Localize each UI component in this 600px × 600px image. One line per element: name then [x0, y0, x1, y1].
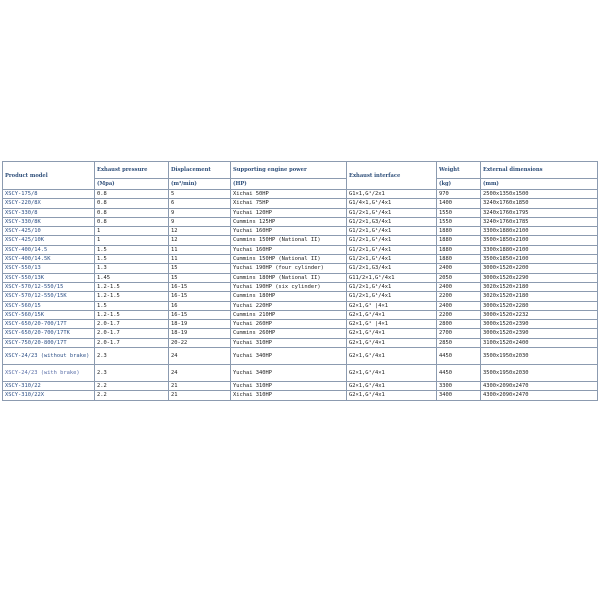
- cell-displacement: 20-22: [169, 338, 231, 347]
- cell-exhaust-pressure: 1.5: [95, 255, 169, 264]
- cell-product-model: XSCY-220/8X: [3, 199, 95, 208]
- cell-product-model: XSCY-400/14.5K: [3, 255, 95, 264]
- unit-engine-power: (HP): [231, 179, 347, 190]
- table-row: [3, 282, 598, 291]
- cell-weight: 4450: [437, 348, 481, 365]
- cell-exhaust-interface: G1/2×1,G¹/4x1: [347, 236, 437, 245]
- table-row: [3, 320, 598, 329]
- table-row: [3, 365, 598, 382]
- table-row: [3, 338, 598, 347]
- cell-weight: 1550: [437, 217, 481, 226]
- header-exhaust-interface: Exhaust interface: [347, 162, 437, 190]
- cell-external-dimensions: 3100x1520×2400: [481, 338, 598, 347]
- cell-exhaust-interface: G2×1,G¹/4×1: [347, 365, 437, 382]
- cell-exhaust-pressure: 1.45: [95, 273, 169, 282]
- cell-product-model: XSCY-650/20-700/17TK: [3, 329, 95, 338]
- cell-engine-power: Cummins 125HP: [231, 217, 347, 226]
- cell-engine-power: Yuchai 310HP: [231, 338, 347, 347]
- table-row: [3, 245, 598, 254]
- cell-weight: 1880: [437, 255, 481, 264]
- table-row: [3, 190, 598, 199]
- table-row: [3, 255, 598, 264]
- cell-engine-power: Cummins 150HP (National II): [231, 236, 347, 245]
- cell-exhaust-interface: G1/2×1,G¹/4x1: [347, 292, 437, 301]
- cell-exhaust-interface: G2×1,G¹/4×1: [347, 310, 437, 319]
- cell-displacement: 11: [169, 245, 231, 254]
- cell-weight: 2400: [437, 264, 481, 273]
- cell-exhaust-pressure: 2.3: [95, 365, 169, 382]
- table-row: [3, 292, 598, 301]
- cell-product-model: XSCY-330/8: [3, 208, 95, 217]
- table-row: [3, 348, 598, 365]
- cell-engine-power: Yuchai 260HP: [231, 320, 347, 329]
- cell-exhaust-interface: G2×1,G¹/4×1: [347, 329, 437, 338]
- cell-external-dimensions: 3020x1520×2180: [481, 282, 598, 291]
- cell-exhaust-pressure: 0.8: [95, 208, 169, 217]
- cell-displacement: 21: [169, 382, 231, 391]
- cell-weight: 3400: [437, 391, 481, 400]
- cell-external-dimensions: 3500×1850x2100: [481, 236, 598, 245]
- cell-exhaust-interface: G11/2×1,G¹/4x1: [347, 273, 437, 282]
- cell-engine-power: Yuchai 120HP: [231, 208, 347, 217]
- cell-exhaust-pressure: 1.5: [95, 301, 169, 310]
- cell-weight: 2050: [437, 273, 481, 282]
- cell-weight: 1880: [437, 227, 481, 236]
- cell-external-dimensions: 3500x1850×2100: [481, 255, 598, 264]
- cell-exhaust-pressure: 1.2-1.5: [95, 282, 169, 291]
- cell-engine-power: Yuchai 190HP (six cylinder): [231, 282, 347, 291]
- cell-displacement: 16: [169, 301, 231, 310]
- cell-displacement: 12: [169, 236, 231, 245]
- cell-displacement: 9: [169, 208, 231, 217]
- cell-exhaust-pressure: 1.5: [95, 245, 169, 254]
- cell-product-model: XSCY-750/20-800/17T: [3, 338, 95, 347]
- cell-weight: 2200: [437, 310, 481, 319]
- cell-exhaust-pressure: 1: [95, 227, 169, 236]
- cell-exhaust-interface: G1/2×1,G3/4x1: [347, 264, 437, 273]
- cell-product-model: XSCY-650/20-700/17T: [3, 320, 95, 329]
- header-external-dimensions: External dimensions: [481, 162, 598, 179]
- cell-displacement: 9: [169, 217, 231, 226]
- table-row: [3, 236, 598, 245]
- cell-external-dimensions: 3000x1520×2280: [481, 301, 598, 310]
- table-row: [3, 199, 598, 208]
- cell-exhaust-interface: G1/2×1,G¹/4x1: [347, 208, 437, 217]
- cell-product-model: XSCY-310/22: [3, 382, 95, 391]
- cell-exhaust-pressure: 2.2: [95, 382, 169, 391]
- cell-product-model: XSCY-560/15: [3, 301, 95, 310]
- cell-external-dimensions: 3240×1760x1785: [481, 217, 598, 226]
- cell-weight: 1880: [437, 236, 481, 245]
- cell-displacement: 24: [169, 348, 231, 365]
- header-weight: Weight: [437, 162, 481, 179]
- table-row: [3, 301, 598, 310]
- cell-product-model: XSCY-425/10K: [3, 236, 95, 245]
- cell-exhaust-interface: G1/2×1,G¹/4x1: [347, 255, 437, 264]
- cell-engine-power: Yuchai 190HP (four cylinder): [231, 264, 347, 273]
- cell-exhaust-pressure: 2.3: [95, 348, 169, 365]
- cell-product-model: XSCY-400/14.5: [3, 245, 95, 254]
- cell-external-dimensions: 3000x1520×2390: [481, 329, 598, 338]
- cell-displacement: 16-15: [169, 282, 231, 291]
- unit-external-dimensions: (mm): [481, 179, 598, 190]
- cell-external-dimensions: 3000x1520×2390: [481, 320, 598, 329]
- cell-external-dimensions: 3300x1880×2100: [481, 245, 598, 254]
- table-row: [3, 382, 598, 391]
- header-engine-power: Supporting engine power: [231, 162, 347, 179]
- cell-engine-power: Yuchai 220HP: [231, 301, 347, 310]
- cell-exhaust-pressure: 2.0-1.7: [95, 338, 169, 347]
- cell-external-dimensions: 3240x1760x1850: [481, 199, 598, 208]
- cell-product-model: XSCY-24/23 (without brake): [3, 348, 95, 365]
- cell-weight: 2400: [437, 301, 481, 310]
- table-header-row: [3, 162, 598, 179]
- cell-displacement: 15: [169, 273, 231, 282]
- cell-displacement: 12: [169, 227, 231, 236]
- cell-weight: 970: [437, 190, 481, 199]
- table-body: [3, 190, 598, 401]
- cell-external-dimensions: 3000×1520×2200: [481, 264, 598, 273]
- cell-product-model: XSCY-24/23 (with brake): [3, 365, 95, 382]
- cell-engine-power: Cummins 210HP: [231, 310, 347, 319]
- cell-product-model: XSCY-570/12-550/15: [3, 282, 95, 291]
- cell-product-model: XSCY-550/13K: [3, 273, 95, 282]
- cell-engine-power: Xichai 310HP: [231, 391, 347, 400]
- unit-exhaust-pressure: (Mpa): [95, 179, 169, 190]
- cell-product-model: XSCY-550/13: [3, 264, 95, 273]
- cell-external-dimensions: 3000×1520×2232: [481, 310, 598, 319]
- header-exhaust-pressure: Exhaust pressure: [95, 162, 169, 179]
- cell-displacement: 6: [169, 199, 231, 208]
- cell-exhaust-pressure: 2.0-1.7: [95, 320, 169, 329]
- cell-exhaust-interface: G1/2×1,G3/4x1: [347, 217, 437, 226]
- cell-displacement: 15: [169, 264, 231, 273]
- cell-displacement: 21: [169, 391, 231, 400]
- cell-exhaust-pressure: 1: [95, 236, 169, 245]
- table-row: [3, 310, 598, 319]
- cell-exhaust-interface: G1/4×1,G¹/4x1: [347, 199, 437, 208]
- unit-displacement: (m³/min): [169, 179, 231, 190]
- cell-product-model: XSCY-175/8: [3, 190, 95, 199]
- cell-displacement: 11: [169, 255, 231, 264]
- cell-weight: 2200: [437, 292, 481, 301]
- product-spec-table: [2, 161, 598, 401]
- cell-weight: 1400: [437, 199, 481, 208]
- cell-product-model: XSCY-570/12-550/15K: [3, 292, 95, 301]
- cell-external-dimensions: 3240x1760x1795: [481, 208, 598, 217]
- cell-external-dimensions: 2500x1350x1500: [481, 190, 598, 199]
- cell-exhaust-pressure: 0.8: [95, 190, 169, 199]
- cell-engine-power: Cummins 180HP: [231, 292, 347, 301]
- cell-external-dimensions: 4300×2090×2470: [481, 391, 598, 400]
- cell-engine-power: Cummins 260HP: [231, 329, 347, 338]
- cell-weight: 4450: [437, 365, 481, 382]
- cell-engine-power: Cummins 150HP (National II): [231, 255, 347, 264]
- header-product-model: Product model: [3, 162, 95, 190]
- cell-exhaust-interface: G1/2×1,G¹/4x1: [347, 227, 437, 236]
- header-displacement: Displacement: [169, 162, 231, 179]
- cell-exhaust-interface: G2×1,G¹ |4×1: [347, 301, 437, 310]
- cell-displacement: 18-19: [169, 320, 231, 329]
- cell-product-model: XSCY-310/22X: [3, 391, 95, 400]
- cell-displacement: 24: [169, 365, 231, 382]
- cell-external-dimensions: 3300x1880x2100: [481, 227, 598, 236]
- unit-weight: (kg): [437, 179, 481, 190]
- cell-exhaust-interface: G2×1,G¹/4x1: [347, 382, 437, 391]
- cell-external-dimensions: 3000x1520x2290: [481, 273, 598, 282]
- cell-exhaust-pressure: 0.8: [95, 199, 169, 208]
- cell-exhaust-interface: G2×1,G¹/4x1: [347, 348, 437, 365]
- table-row: [3, 208, 598, 217]
- cell-weight: 1550: [437, 208, 481, 217]
- cell-weight: 2700: [437, 329, 481, 338]
- cell-weight: 3300: [437, 382, 481, 391]
- cell-external-dimensions: 3020x1520×2180: [481, 292, 598, 301]
- cell-exhaust-pressure: 0.8: [95, 217, 169, 226]
- cell-engine-power: Xichai 75HP: [231, 199, 347, 208]
- cell-exhaust-interface: G1/2×1,G¹/4x1: [347, 245, 437, 254]
- cell-exhaust-interface: G2×1,G¹ |4×1: [347, 320, 437, 329]
- cell-displacement: 18-19: [169, 329, 231, 338]
- cell-external-dimensions: 3500x1950x2030: [481, 365, 598, 382]
- cell-exhaust-pressure: 2.2: [95, 391, 169, 400]
- cell-exhaust-pressure: 1.2-1.5: [95, 310, 169, 319]
- cell-engine-power: Yuchai 340HP: [231, 365, 347, 382]
- cell-product-model: XSCY-560/15K: [3, 310, 95, 319]
- table-row: [3, 273, 598, 282]
- cell-exhaust-interface: G1×1,G¹/2x1: [347, 190, 437, 199]
- cell-displacement: 16-15: [169, 292, 231, 301]
- cell-engine-power: Xichai 50HP: [231, 190, 347, 199]
- cell-engine-power: Yuchai 310HP: [231, 382, 347, 391]
- cell-exhaust-interface: G2×1,G¹/4x1: [347, 391, 437, 400]
- cell-engine-power: Cummins 180HP (National II): [231, 273, 347, 282]
- table-row: [3, 217, 598, 226]
- table-row: [3, 264, 598, 273]
- cell-exhaust-pressure: 1.3: [95, 264, 169, 273]
- cell-exhaust-pressure: 2.0-1.7: [95, 329, 169, 338]
- cell-product-model: XSCY-330/8K: [3, 217, 95, 226]
- cell-exhaust-pressure: 1.2-1.5: [95, 292, 169, 301]
- cell-weight: 2850: [437, 338, 481, 347]
- cell-product-model: XSCY-425/10: [3, 227, 95, 236]
- cell-weight: 1880: [437, 245, 481, 254]
- cell-external-dimensions: 4300×2090x2470: [481, 382, 598, 391]
- cell-external-dimensions: 3500x1950x2030: [481, 348, 598, 365]
- cell-weight: 2800: [437, 320, 481, 329]
- cell-displacement: 5: [169, 190, 231, 199]
- table-row: [3, 329, 598, 338]
- cell-weight: 2400: [437, 282, 481, 291]
- cell-displacement: 16-15: [169, 310, 231, 319]
- cell-engine-power: Yuchai 160HP: [231, 245, 347, 254]
- cell-exhaust-interface: G2×1,G¹/4×1: [347, 338, 437, 347]
- cell-engine-power: Yuchai 160HP: [231, 227, 347, 236]
- cell-engine-power: Yuchai 340HP: [231, 348, 347, 365]
- table-row: [3, 227, 598, 236]
- cell-exhaust-interface: G1/2×1,G¹/4x1: [347, 282, 437, 291]
- table-row: [3, 391, 598, 400]
